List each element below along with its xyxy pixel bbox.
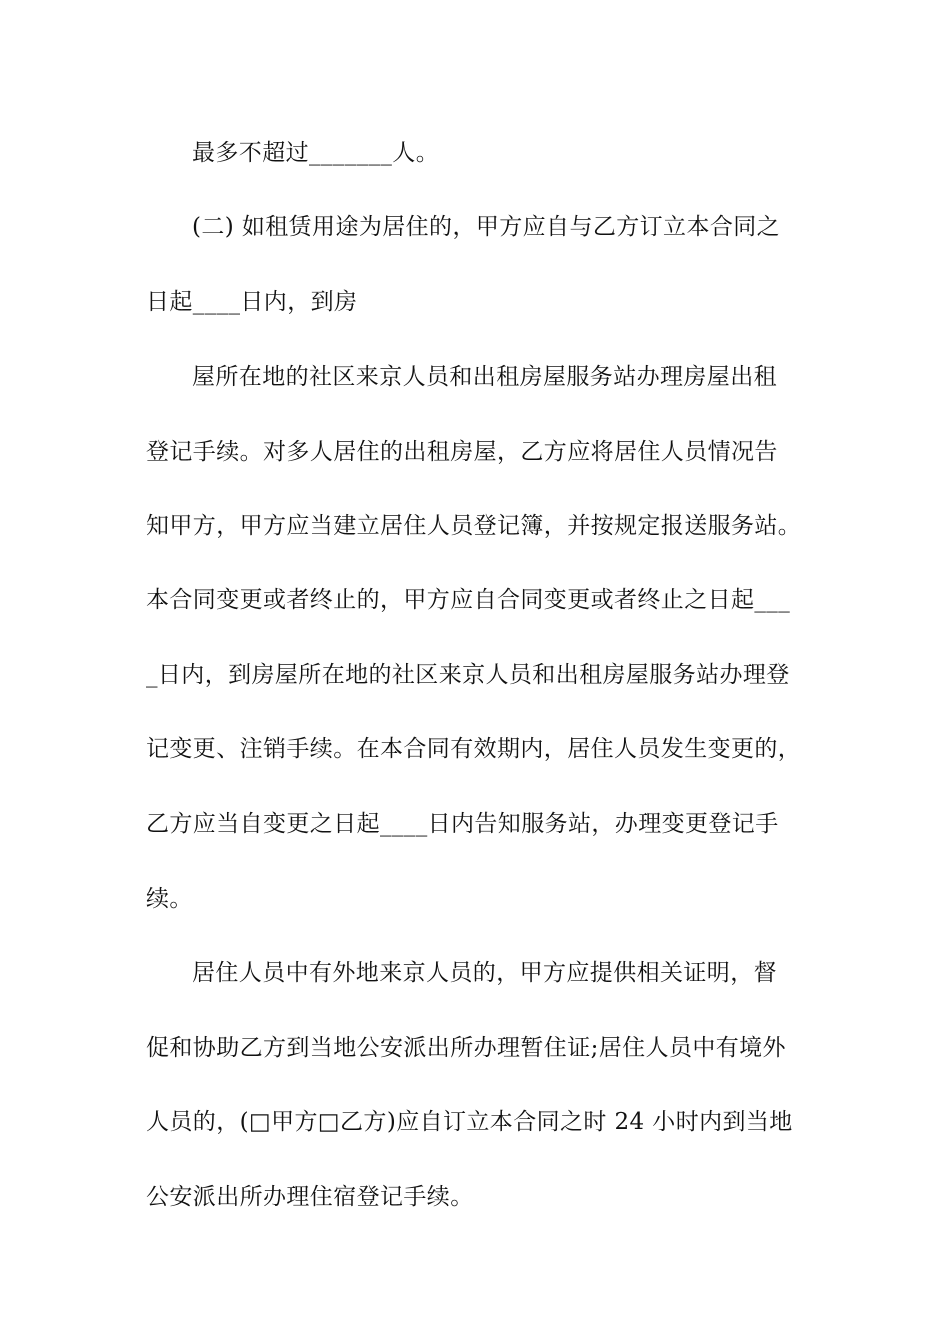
- text-line-10: 乙方应当自变更之日起____日内告知服务站，办理变更登记手: [146, 811, 779, 837]
- text-line-15: 公安派出所办理住宿登记手续。: [146, 1184, 474, 1210]
- text-line-2: (二) 如租赁用途为居住的，甲方应自与乙方订立本合同之: [192, 214, 781, 240]
- text-line-13: 促和协助乙方到当地公安派出所办理暂住证;居住人员中有境外: [146, 1035, 786, 1061]
- text-line-11: 续。: [146, 886, 193, 912]
- text-line-5: 登记手续。对多人居住的出租房屋，乙方应将居住人员情况告: [146, 439, 778, 465]
- text-line-9: 记变更、注销手续。在本合同有效期内，居住人员发生变更的，: [146, 736, 802, 762]
- text-line-14: 人员的，(□甲方□乙方)应自订立本合同之时 24 小时内到当地: [146, 1109, 793, 1135]
- text-line-12: 居住人员中有外地来京人员的，甲方应提供相关证明，督: [192, 960, 777, 986]
- text-line-6: 知甲方，甲方应当建立居住人员登记簿，并按规定报送服务站。: [146, 513, 802, 539]
- text-line-4: 屋所在地的社区来京人员和出租房屋服务站办理房屋出租: [192, 364, 777, 390]
- text-line-3: 日起____日内，到房: [146, 289, 358, 315]
- text-line-8: _日内，到房屋所在地的社区来京人员和出租房屋服务站办理登: [146, 662, 790, 688]
- text-line-1: 最多不超过_______人。: [192, 140, 440, 166]
- text-line-7: 本合同变更或者终止的，甲方应自合同变更或者终止之日起___: [146, 587, 791, 613]
